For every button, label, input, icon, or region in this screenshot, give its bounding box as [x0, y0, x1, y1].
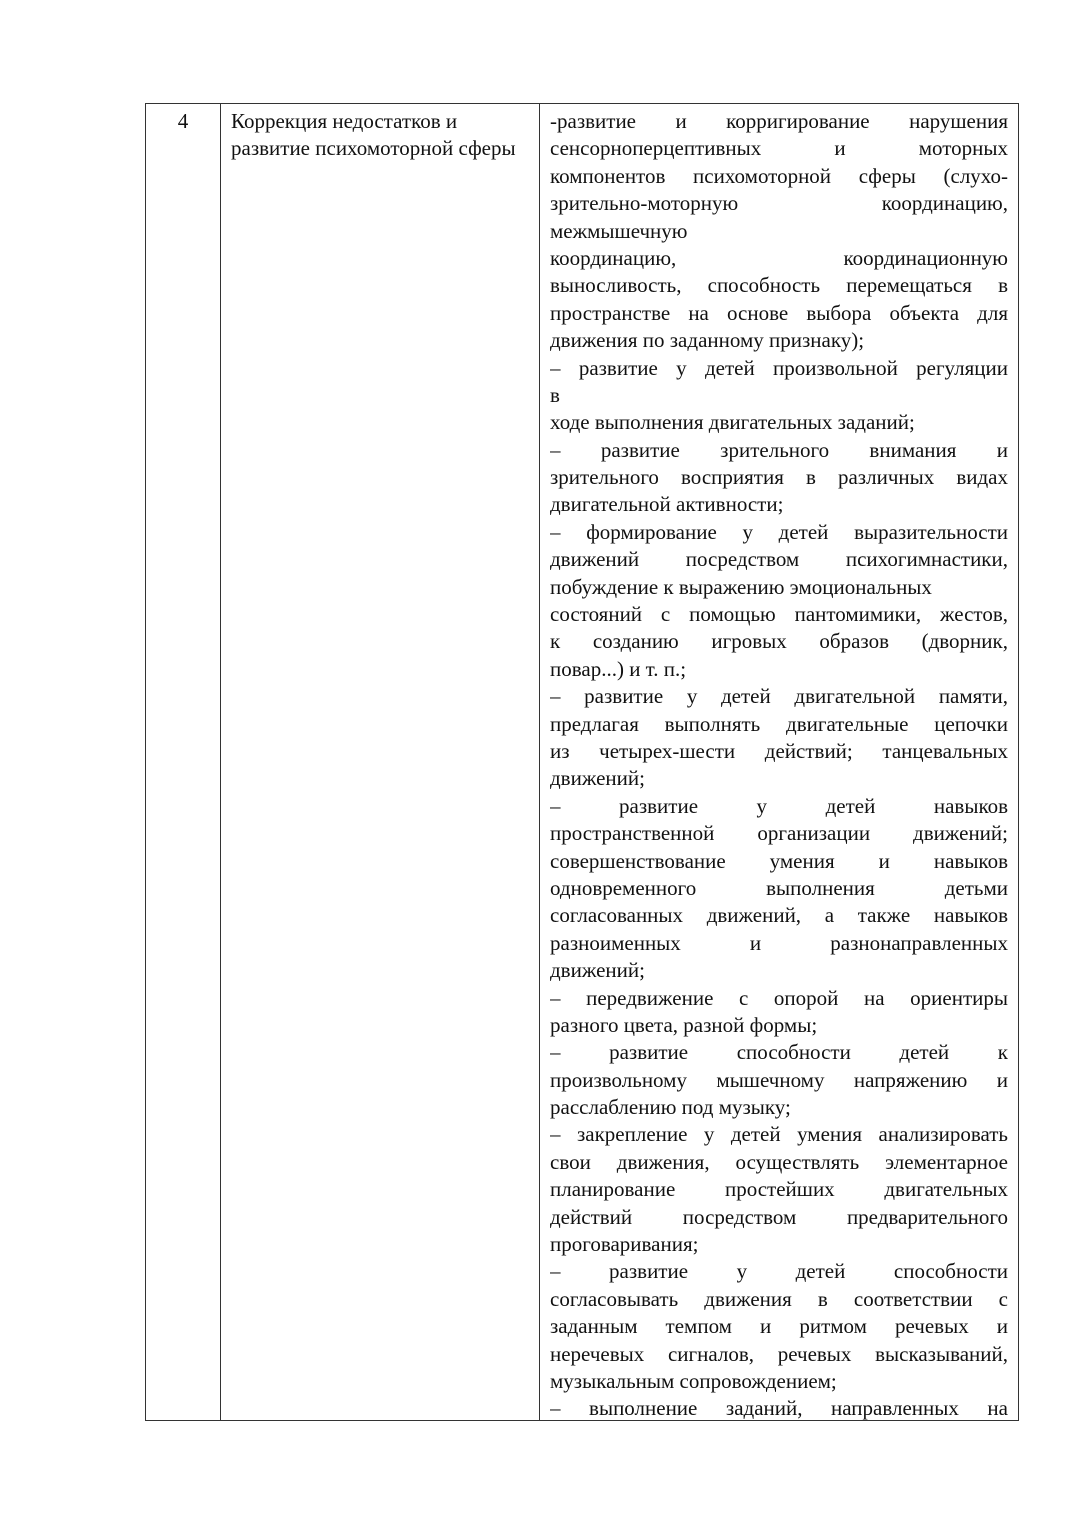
task-line: расслаблению под музыку; — [550, 1095, 791, 1120]
task-line: – развитие у детей двигательной памяти, — [550, 684, 1008, 709]
task-line: свои движения, осуществлять элементарное — [550, 1149, 1008, 1174]
task-line: к созданию игровых образов (дворник, — [550, 629, 1008, 654]
task-line: – развитие у детей навыков — [550, 793, 1008, 818]
task-line: действий посредством предварительного — [550, 1204, 1008, 1229]
task-line: движения по заданному признаку); — [550, 328, 865, 353]
task-line: заданным темпом и ритмом речевых и — [550, 1314, 1008, 1339]
task-line: в — [550, 382, 560, 407]
tasks-text — [540, 104, 1018, 1420]
row-number: 4 — [177, 109, 189, 133]
task-line: ходе выполнения двигательных заданий; — [550, 410, 915, 435]
task-line: проговаривания; — [550, 1232, 699, 1257]
task-line: – развитие способности детей к — [550, 1040, 1008, 1065]
task-line: – формирование у детей выразительности — [550, 519, 1008, 544]
task-line: – передвижение с опорой на ориентиры — [550, 985, 1008, 1010]
task-line: из четырех-шести действий; танцевальных — [550, 738, 1008, 763]
task-line: движений посредством психогимнастики, — [550, 547, 1008, 572]
task-line: повар...) и т. п.; — [550, 656, 687, 681]
task-line: согласованных движений, а также навыков — [550, 903, 1008, 928]
task-line: компонентов психомоторной сферы (слухо- — [550, 163, 1008, 188]
task-line: -развитие и корригирование нарушения — [550, 109, 1008, 133]
task-line: двигательной активности; — [550, 492, 784, 517]
row-number-cell — [146, 104, 221, 1421]
task-line: – выполнение заданий, направленных на — [550, 1396, 1008, 1420]
task-line: координацию, координационную — [550, 245, 1008, 270]
task-line: – закрепление у детей умения анализировать — [550, 1122, 1008, 1147]
task-line: – развитие у детей произвольной регуляции — [550, 355, 1008, 380]
task-line: – развитие у детей способности — [550, 1259, 1008, 1284]
task-line: побуждение к выражению эмоциональных — [550, 574, 932, 599]
task-line: неречевых сигналов, речевых высказываний, — [550, 1341, 1008, 1366]
task-line: – развитие зрительного внимания и — [550, 437, 1008, 462]
task-line: движений; — [550, 766, 645, 791]
task-line: согласовывать движения в соответствии с — [550, 1286, 1008, 1311]
task-line: совершенствование умения и навыков — [550, 848, 1008, 873]
task-line: межмышечную — [550, 218, 688, 243]
task-line: выносливость, способность перемещаться в — [550, 273, 1008, 298]
task-line: движений; — [550, 958, 645, 983]
task-line: музыкальным сопровождением; — [550, 1368, 837, 1393]
tasks-cell — [540, 104, 1019, 1421]
task-line: планирование простейших двигательных — [550, 1177, 1008, 1202]
task-line: произвольному мышечному напряжению и — [550, 1067, 1008, 1092]
section-title-cell — [221, 104, 540, 1421]
task-line: зрительного восприятия в различных видах — [550, 465, 1008, 490]
task-line: пространственной организации движений; — [550, 821, 1008, 846]
section-title: Коррекция недостатков и развитие психомоторной сферы — [231, 109, 516, 161]
task-line: зрительно-моторную координацию, — [550, 191, 1008, 216]
task-line: разного цвета, разной формы; — [550, 1012, 818, 1037]
task-line: состояний с помощью пантомимики, жестов, — [550, 602, 1008, 627]
task-line: пространстве на основе выбора объекта для — [550, 300, 1008, 325]
task-line: предлагая выполнять двигательные цепочки — [550, 711, 1008, 736]
task-line: разноименных и разнонаправленных — [550, 930, 1008, 955]
task-line: сенсорноперцептивных и моторных — [550, 136, 1008, 161]
table-row — [146, 104, 1019, 1421]
content-table — [145, 103, 1019, 1421]
task-line: одновременного выполнения детьми — [550, 875, 1008, 900]
